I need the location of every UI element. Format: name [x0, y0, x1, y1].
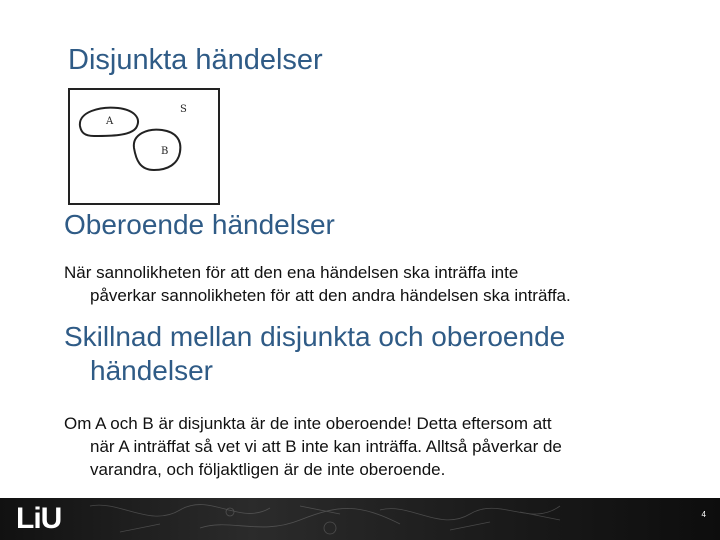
event-b-blob: [134, 130, 181, 170]
difference-explanation: [64, 412, 684, 481]
heading-line: Skillnad mellan disjunkta och oberoende: [64, 321, 566, 352]
slide-title: Disjunkta händelser: [68, 44, 323, 76]
text-line: påverkar sannolikheten för att den andra händelsen ska inträffa.: [90, 286, 571, 305]
liu-logo: LiU: [16, 502, 62, 535]
text-line: när A inträffat så vet vi att B inte kan inträffa. Alltså påverkar de: [90, 437, 562, 456]
venn-shapes: [70, 90, 218, 203]
page-number: 4: [701, 510, 706, 519]
venn-diagram: [68, 88, 220, 205]
heading-independent-events: Oberoende händelser: [64, 209, 335, 240]
label-b: B: [161, 146, 169, 157]
text-line: När sannolikheten för att den ena händelsen ska inträffa inte: [64, 263, 519, 282]
heading-difference: [64, 320, 565, 388]
footer-bar: [0, 498, 720, 540]
text-line: Om A och B är disjunkta är de inte oberoende! Detta eftersom att: [64, 414, 552, 433]
label-a: A: [106, 116, 114, 127]
text-line: varandra, och följaktligen är de inte oberoende.: [90, 460, 446, 479]
independent-definition: [64, 261, 684, 307]
label-s: S: [180, 104, 187, 115]
footer-pattern: [0, 498, 720, 540]
heading-line: händelser: [90, 355, 213, 386]
